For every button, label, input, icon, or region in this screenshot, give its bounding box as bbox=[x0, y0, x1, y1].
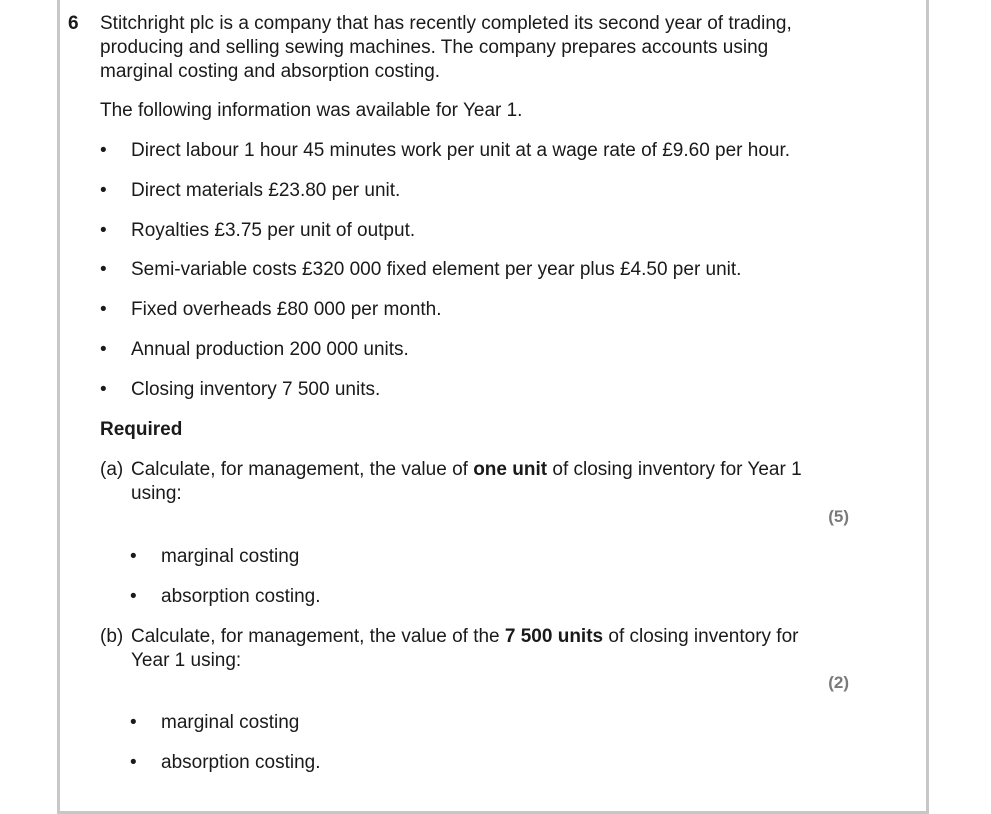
bullet-icon: • bbox=[100, 140, 107, 161]
info-heading: The following information was available for Year 1. bbox=[100, 100, 523, 121]
info-item: Annual production 200 000 units. bbox=[131, 339, 409, 360]
bullet-icon: • bbox=[100, 259, 107, 280]
part-label: (b) bbox=[100, 626, 124, 647]
bullet-icon: • bbox=[100, 180, 107, 201]
bullet-icon: • bbox=[100, 299, 107, 320]
part-text-emphasis: 7 500 units bbox=[504, 626, 604, 647]
info-item: Direct materials £23.80 per unit. bbox=[131, 180, 401, 201]
bullet-icon: • bbox=[100, 339, 107, 360]
info-item: Closing inventory 7 500 units. bbox=[131, 379, 381, 400]
intro-line-3: marginal costing and absorption costing. bbox=[100, 61, 441, 82]
info-item: Semi-variable costs £320 000 fixed element per year plus £4.50 per unit. bbox=[131, 259, 742, 280]
question-intro bbox=[100, 12, 792, 84]
intro-line-2: producing and selling sewing machines. The company prepares accounts using bbox=[100, 37, 769, 58]
info-item: Royalties £3.75 per unit of output. bbox=[131, 220, 416, 241]
part-label: (a) bbox=[100, 459, 124, 480]
part-text-segment: Calculate, for management, the value of bbox=[131, 459, 474, 480]
bullet-icon: • bbox=[130, 712, 137, 733]
bullet-icon: • bbox=[130, 752, 137, 773]
part-text-segment: of closing inventory for bbox=[603, 626, 799, 647]
required-heading: Required bbox=[100, 419, 183, 440]
bullet-icon: • bbox=[130, 586, 137, 607]
option-item: absorption costing. bbox=[161, 586, 321, 607]
part-text-line-1 bbox=[131, 458, 802, 482]
bullet-icon: • bbox=[100, 379, 107, 400]
option-item: marginal costing bbox=[161, 712, 300, 733]
part-text-line-2: using: bbox=[131, 483, 182, 504]
option-item: marginal costing bbox=[161, 546, 300, 567]
part-text-line-1 bbox=[131, 625, 798, 649]
part-text-emphasis: one unit bbox=[473, 459, 548, 480]
marks-badge: (5) bbox=[828, 507, 849, 526]
intro-line-1: Stitchright plc is a company that has recently completed its second year of trading, bbox=[100, 13, 792, 34]
question-number: 6 bbox=[68, 13, 79, 34]
option-item: absorption costing. bbox=[161, 752, 321, 773]
part-text-line-2: Year 1 using: bbox=[131, 650, 242, 671]
info-item: Fixed overheads £80 000 per month. bbox=[131, 299, 442, 320]
bullet-icon: • bbox=[100, 220, 107, 241]
marks-badge: (2) bbox=[828, 673, 849, 692]
info-item: Direct labour 1 hour 45 minutes work per unit at a wage rate of £9.60 per hour. bbox=[131, 140, 791, 161]
part-text-segment: of closing inventory for Year 1 bbox=[547, 459, 802, 480]
bullet-icon: • bbox=[130, 546, 137, 567]
part-text-segment: Calculate, for management, the value of the bbox=[131, 626, 505, 647]
